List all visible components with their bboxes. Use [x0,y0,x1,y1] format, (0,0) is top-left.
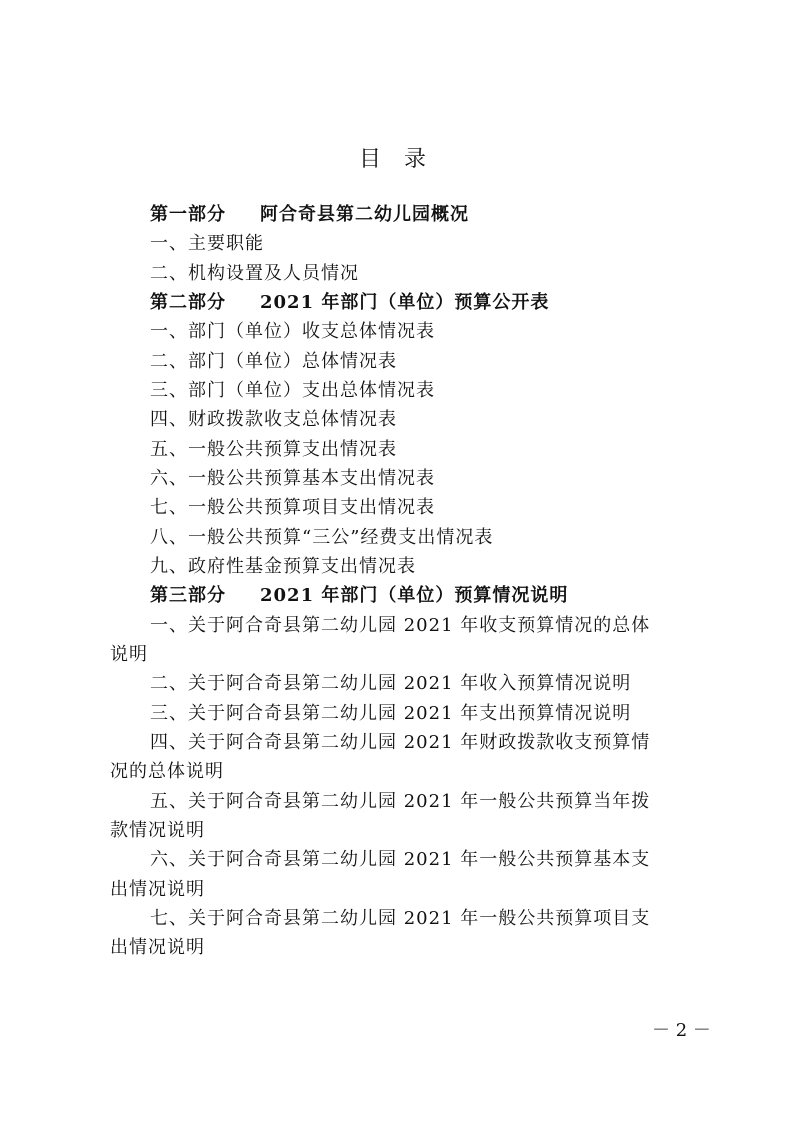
toc-item: 八、一般公共预算“三公”经费支出情况表 [150,527,494,548]
toc-item: 一、主要职能 [150,233,264,254]
part1-title: 阿合奇县第二幼儿园概况 [260,204,469,225]
toc-item: 七、关于阿合奇县第二幼儿园 2021 年一般公共预算项目支 [150,908,651,929]
toc-title: 目 录 [359,147,434,172]
toc-item: 二、机构设置及人员情况 [150,263,359,284]
toc-item: 四、关于阿合奇县第二幼儿园 2021 年财政拨款收支预算情 [150,732,651,753]
toc-item: 五、关于阿合奇县第二幼儿园 2021 年一般公共预算当年拨 [150,791,651,812]
toc-item: 三、部门（单位）支出总体情况表 [150,380,435,401]
page-number: － 2 － [652,1020,711,1041]
part2-label: 第二部分 [150,292,226,313]
part2-title: 2021 年部门（单位）预算公开表 [260,292,550,313]
toc-item: 四、财政拨款收支总体情况表 [150,409,397,430]
part3-title: 2021 年部门（单位）预算情况说明 [260,585,569,606]
toc-item-continued: 款情况说明 [110,820,205,841]
part1-label: 第一部分 [150,204,226,225]
toc-item-continued: 况的总体说明 [110,761,224,782]
toc-item: 二、部门（单位）总体情况表 [150,351,397,372]
toc-item: 六、一般公共预算基本支出情况表 [150,468,435,489]
toc-item: 九、政府性基金预算支出情况表 [150,556,416,577]
toc-item: 二、关于阿合奇县第二幼儿园 2021 年收入预算情况说明 [150,673,632,694]
toc-item: 三、关于阿合奇县第二幼儿园 2021 年支出预算情况说明 [150,703,632,724]
part3-heading [150,586,568,606]
part2-heading [150,293,549,313]
toc-item: 五、一般公共预算支出情况表 [150,439,397,460]
toc-item: 七、一般公共预算项目支出情况表 [150,497,435,518]
part3-label: 第三部分 [150,585,226,606]
toc-item: 六、关于阿合奇县第二幼儿园 2021 年一般公共预算基本支 [150,849,651,870]
toc-item-continued: 说明 [110,644,148,665]
toc-item: 一、关于阿合奇县第二幼儿园 2021 年收支预算情况的总体 [150,615,651,636]
toc-item-continued: 出情况说明 [110,937,205,958]
toc-item: 一、部门（单位）收支总体情况表 [150,321,435,342]
toc-item-continued: 出情况说明 [110,879,205,900]
part1-heading [150,205,469,225]
